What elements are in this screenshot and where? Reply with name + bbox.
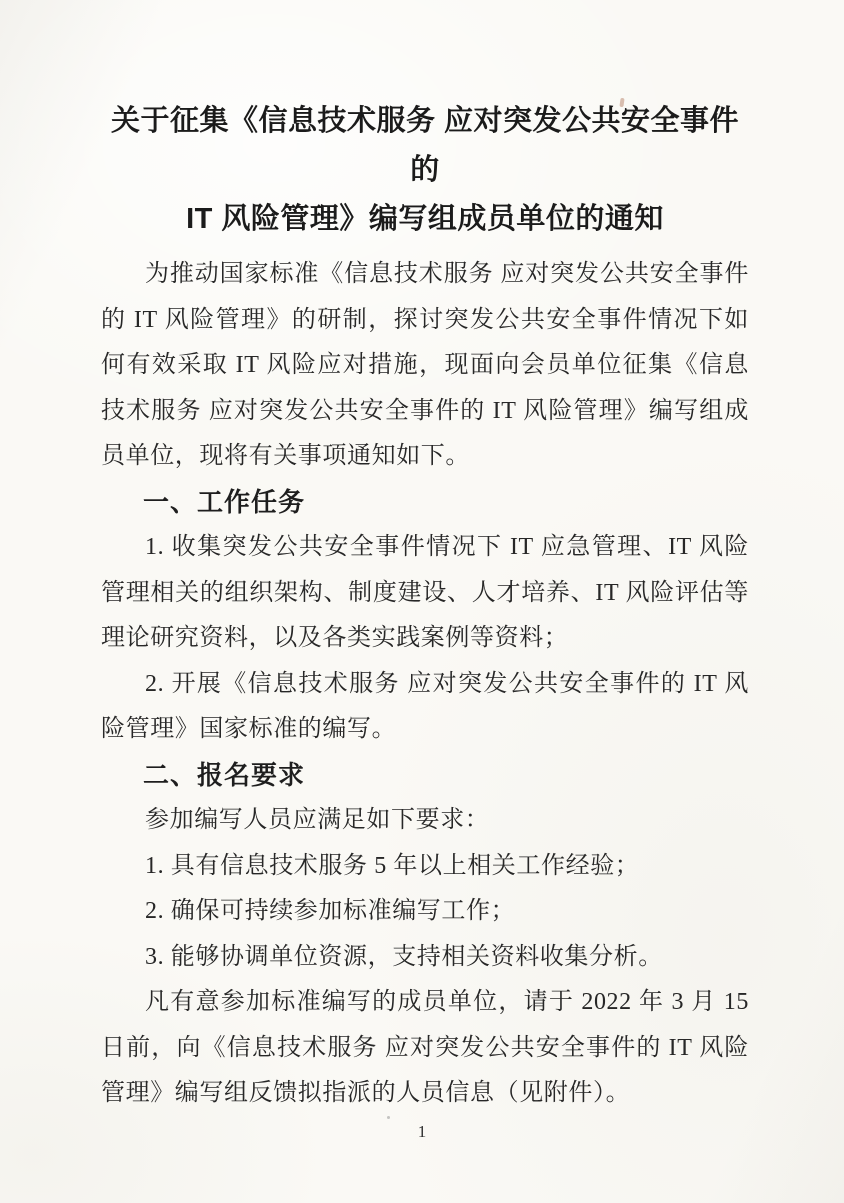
page-number: 1 bbox=[417, 1122, 427, 1141]
section2-item-3: 3. 能够协调单位资源，支持相关资料收集分析。 bbox=[145, 943, 663, 970]
intro-paragraph: 为推动国家标准《信息技术服务 应对突发公共安全事件的 IT 风险管理》的研制，探讨突发公共安全事件情况下如何有效采取 IT 风险应对措施，现面向会员单位征集《信息技术服务 应对突发公共安全事件的 IT 风险管理》编写组成员单位，现将有关事项通知如下。 bbox=[101, 261, 749, 469]
title-line-1: 关于征集《信息技术服务 应对突发公共安全事件的 bbox=[110, 105, 740, 186]
title-line-2: IT 风险管理》编写组成员单位的通知 bbox=[186, 203, 664, 235]
page-title bbox=[101, 97, 749, 244]
document-content bbox=[101, 0, 749, 1117]
section2-heading: 二、报名要求 bbox=[143, 759, 306, 790]
document-body bbox=[101, 252, 749, 1117]
scan-speck-gray bbox=[387, 1116, 390, 1119]
section1-heading: 一、工作任务 bbox=[143, 486, 306, 517]
section1-item-1: 1. 收集突发公共安全事件情况下 IT 应急管理、IT 风险管理相关的组织架构、制度建设、人才培养、IT 风险评估等理论研究资料，以及各类实践案例等资料； bbox=[101, 534, 749, 651]
section1-item-2: 2. 开展《信息技术服务 应对突发公共安全事件的 IT 风险管理》国家标准的编写。 bbox=[101, 670, 749, 742]
closing-paragraph: 凡有意参加标准编写的成员单位，请于 2022 年 3 月 15 日前，向《信息技术服务 应对突发公共安全事件的 IT 风险管理》编写组反馈拟指派的人员信息（见附件）。 bbox=[101, 989, 749, 1106]
section2-item-2: 2. 确保可持续参加标准编写工作； bbox=[145, 898, 516, 924]
section2-intro: 参加编写人员应满足如下要求： bbox=[145, 807, 490, 833]
section2-item-1: 1. 具有信息技术服务 5 年以上相关工作经验； bbox=[145, 852, 640, 879]
